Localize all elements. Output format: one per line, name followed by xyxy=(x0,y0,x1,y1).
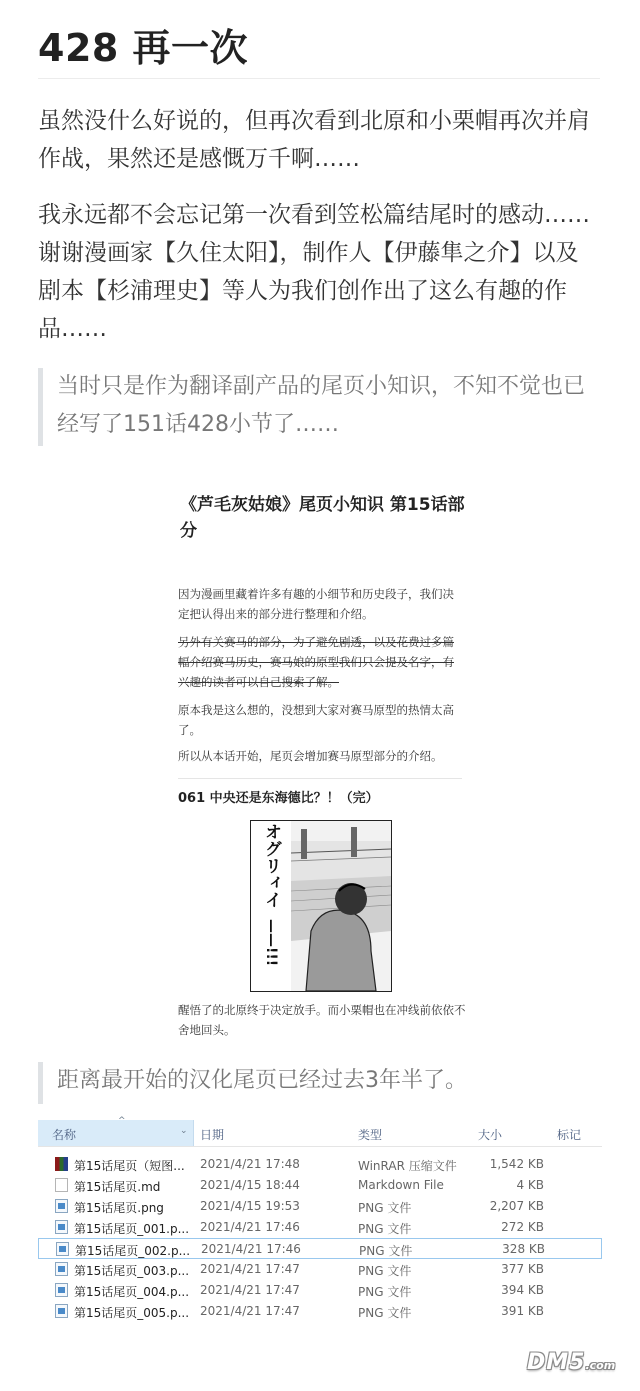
column-date-header[interactable]: 日期 xyxy=(200,1128,225,1142)
file-date: 2021/4/21 17:46 xyxy=(200,1220,300,1234)
column-header-row xyxy=(38,1116,602,1147)
file-type: PNG 文件 xyxy=(358,1306,412,1320)
file-row[interactable] xyxy=(38,1280,602,1301)
page-title: 428 再一次 xyxy=(38,20,600,79)
embed-caption: 醒悟了的北原终于决定放手。而小栗帽也在冲线前依依不舍地回头。 xyxy=(178,1003,466,1037)
file-size: 1,542 KB xyxy=(489,1157,544,1171)
winrar-file-icon xyxy=(55,1157,68,1171)
manga-panel-image xyxy=(250,820,392,992)
file-date: 2021/4/15 19:53 xyxy=(200,1199,300,1213)
file-size: 328 KB xyxy=(502,1242,545,1256)
png-file-icon xyxy=(55,1283,68,1297)
blockquote-1: 当时只是作为翻译副产品的尾页小知识，不知不觉也已经写了151话428小节了…… xyxy=(38,368,598,446)
watermark-main: DM5 xyxy=(527,1350,586,1375)
chevron-down-icon: ⌄ xyxy=(180,1126,188,1136)
sort-up-icon: ^ xyxy=(118,1116,126,1126)
png-file-icon xyxy=(55,1220,68,1234)
file-date: 2021/4/21 17:46 xyxy=(201,1242,301,1256)
blockquote-2: 距离最开始的汉化尾页已经过去3年半了。 xyxy=(38,1062,598,1104)
png-file-icon xyxy=(56,1242,69,1256)
column-name-header[interactable] xyxy=(38,1116,194,1146)
file-type: PNG 文件 xyxy=(359,1244,413,1258)
file-row[interactable] xyxy=(38,1217,602,1238)
embed-divider xyxy=(178,778,462,779)
png-file-icon xyxy=(55,1262,68,1276)
file-date: 2021/4/21 17:47 xyxy=(200,1304,300,1318)
file-name: 第15话尾页_002.p... xyxy=(75,1244,191,1258)
file-name: 第15话尾页_005.p... xyxy=(74,1306,190,1320)
file-date: 2021/4/21 17:47 xyxy=(200,1283,300,1297)
file-type: WinRAR 压缩文件 xyxy=(358,1159,457,1173)
embed-paragraph-3: 原本我是这么想的，没想到大家对赛马原型的热情太高了。 xyxy=(178,703,454,737)
png-file-icon xyxy=(55,1304,68,1318)
file-row[interactable] xyxy=(38,1301,602,1322)
file-name: 第15话尾页.png xyxy=(74,1201,164,1215)
file-name: 第15话尾页_001.p... xyxy=(74,1222,190,1236)
file-size: 394 KB xyxy=(501,1283,544,1297)
file-date: 2021/4/21 17:47 xyxy=(200,1262,300,1276)
embed-title: 《芦毛灰姑娘》尾页小知识 第15话部分 xyxy=(180,495,465,541)
file-date: 2021/4/21 17:48 xyxy=(200,1157,300,1171)
file-type: Markdown File xyxy=(358,1178,444,1192)
file-row[interactable] xyxy=(38,1175,602,1196)
column-name-label: 名称 xyxy=(52,1128,77,1142)
file-size: 391 KB xyxy=(501,1304,544,1318)
manga-sfx-tail: ——!!! xyxy=(263,919,279,967)
file-size: 2,207 KB xyxy=(489,1199,544,1213)
embed-section-title: 061 中央还是东海德比？！（完） xyxy=(178,791,379,806)
png-file-icon xyxy=(55,1199,68,1213)
file-name: 第15话尾页_004.p... xyxy=(74,1285,190,1299)
watermark-suffix: .com xyxy=(585,1359,616,1372)
file-explorer-screenshot xyxy=(38,1118,602,1330)
file-size: 377 KB xyxy=(501,1262,544,1276)
manga-illustration xyxy=(251,821,391,991)
embed-paragraph-1: 因为漫画里藏着许多有趣的小细节和历史段子，我们决定把认得出来的部分进行整理和介绍。 xyxy=(178,587,454,621)
paragraph-2: 我永远都不会忘记第一次看到笠松篇结尾时的感动……谢谢漫画家【久住太阳】，制作人【伊藤隼之介】以及剧本【杉浦理史】等人为我们创作出了这么有趣的作品…… xyxy=(38,202,590,342)
file-row[interactable] xyxy=(38,1196,602,1217)
file-row-selected[interactable] xyxy=(38,1238,602,1259)
file-size: 4 KB xyxy=(516,1178,544,1192)
file-size: 272 KB xyxy=(501,1220,544,1234)
file-type: PNG 文件 xyxy=(358,1222,412,1236)
column-size-header[interactable]: 大小 xyxy=(478,1128,503,1142)
site-watermark-logo xyxy=(527,1350,627,1380)
markdown-file-icon xyxy=(55,1178,68,1192)
file-type: PNG 文件 xyxy=(358,1285,412,1299)
file-name: 第15话尾页.md xyxy=(74,1180,161,1194)
file-name: 第15话尾页（短图... xyxy=(74,1159,185,1173)
paragraph-1: 虽然没什么好说的，但再次看到北原和小栗帽再次并肩作战，果然还是感慨万千啊…… xyxy=(38,108,590,172)
file-row[interactable] xyxy=(38,1259,602,1280)
file-name: 第15话尾页_003.p... xyxy=(74,1264,190,1278)
file-type: PNG 文件 xyxy=(358,1201,412,1215)
manga-sfx-text: オグリィイ xyxy=(261,823,281,908)
file-row[interactable] xyxy=(38,1154,602,1175)
column-type-header[interactable]: 类型 xyxy=(358,1128,383,1142)
file-type: PNG 文件 xyxy=(358,1264,412,1278)
column-tags-header[interactable]: 标记 xyxy=(557,1128,582,1142)
embed-paragraph-4: 所以从本话开始，尾页会增加赛马原型部分的介绍。 xyxy=(178,749,443,763)
embed-paragraph-struck: 另外有关赛马的部分，为了避免剧透，以及花费过多篇幅介绍赛马历史，赛马娘的原型我们只会提及名字，有兴趣的读者可以自己搜索了解。 xyxy=(178,635,454,689)
file-date: 2021/4/15 18:44 xyxy=(200,1178,300,1192)
